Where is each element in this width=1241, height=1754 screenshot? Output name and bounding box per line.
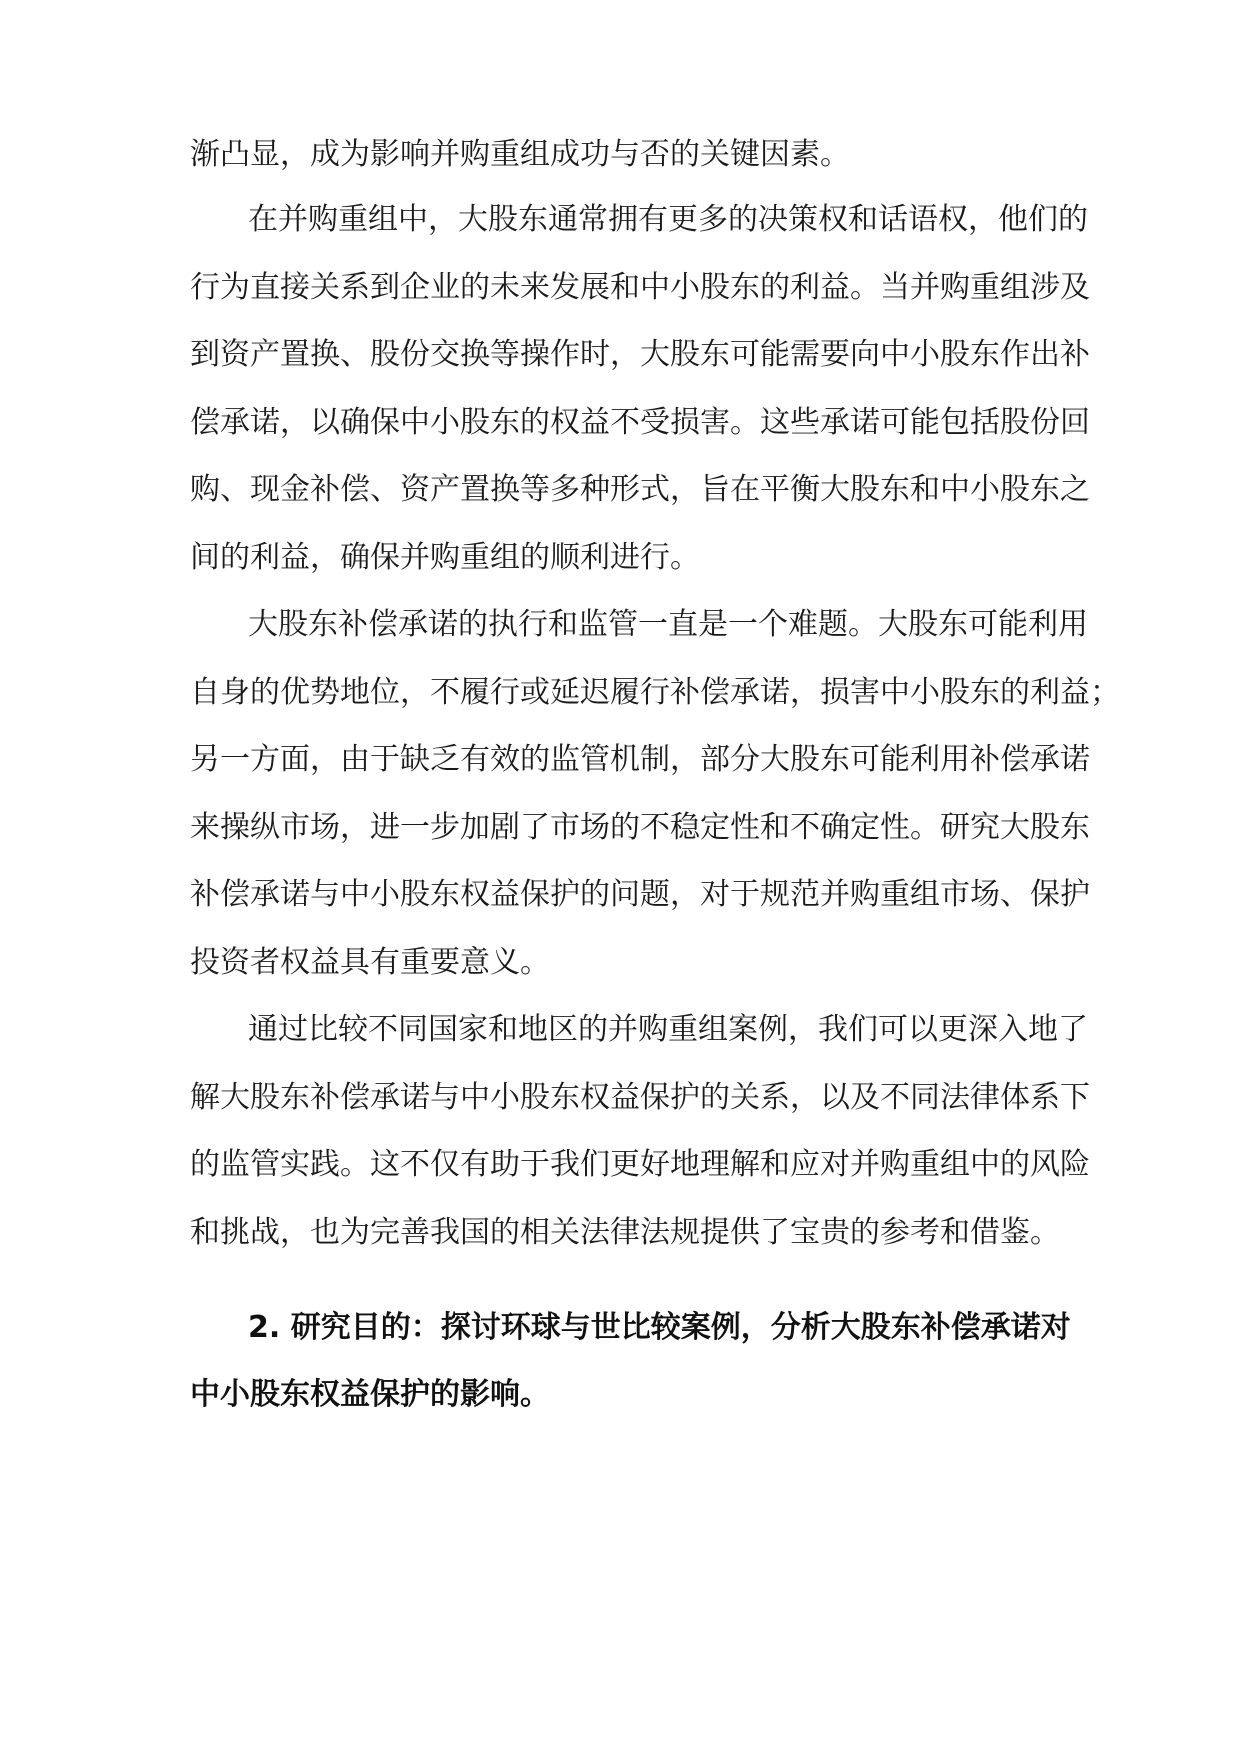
paragraph-line: 购、现金补偿、资产置换等多种形式，旨在平衡大股东和中小股东之 — [190, 472, 1090, 507]
section-heading: 中小股东权益保护的影响。 — [190, 1377, 550, 1412]
section-heading: 2. 研究目的：探讨环球与世比较案例，分析大股东补偿承诺对 — [248, 1310, 1071, 1345]
paragraph-line: 补偿承诺与中小股东权益保护的问题，对于规范并购重组市场、保护 — [190, 877, 1090, 912]
paragraph-line: 和挑战，也为完善我国的相关法律法规提供了宝贵的参考和借鉴。 — [190, 1215, 1060, 1250]
paragraph-line: 另一方面，由于缺乏有效的监管机制，部分大股东可能利用补偿承诺 — [190, 742, 1090, 777]
paragraph-line: 的监管实践。这不仅有助于我们更好地理解和应对并购重组中的风险 — [190, 1147, 1090, 1182]
paragraph-line: 自身的优势地位，不履行或延迟履行补偿承诺，损害中小股东的利益； — [190, 675, 1120, 710]
paragraph-line: 渐凸显，成为影响并购重组成功与否的关键因素。 — [190, 137, 850, 172]
paragraph-line: 投资者权益具有重要意义。 — [190, 945, 550, 980]
paragraph-line: 在并购重组中，大股东通常拥有更多的决策权和话语权，他们的 — [248, 202, 1088, 237]
paragraph-line: 通过比较不同国家和地区的并购重组案例，我们可以更深入地了 — [248, 1012, 1088, 1047]
paragraph-line: 行为直接关系到企业的未来发展和中小股东的利益。当并购重组涉及 — [190, 270, 1090, 305]
paragraph-line: 解大股东补偿承诺与中小股东权益保护的关系，以及不同法律体系下 — [190, 1080, 1090, 1115]
paragraph-line: 间的利益，确保并购重组的顺利进行。 — [190, 540, 700, 575]
paragraph-line: 大股东补偿承诺的执行和监管一直是一个难题。大股东可能利用 — [248, 607, 1088, 642]
paragraph-line: 偿承诺，以确保中小股东的权益不受损害。这些承诺可能包括股份回 — [190, 405, 1090, 440]
paragraph-line: 到资产置换、股份交换等操作时，大股东可能需要向中小股东作出补 — [190, 337, 1090, 372]
paragraph-line: 来操纵市场，进一步加剧了市场的不稳定性和不确定性。研究大股东 — [190, 810, 1090, 845]
